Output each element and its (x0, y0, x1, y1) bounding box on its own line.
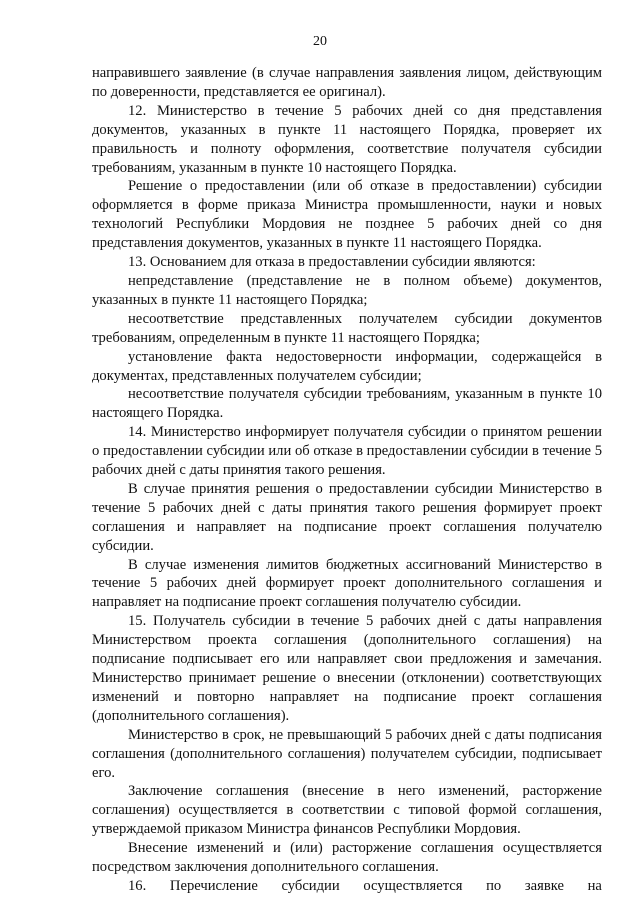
word: 16. (128, 877, 147, 894)
word: на (587, 877, 602, 894)
paragraph: 15. Получатель субсидии в течение 5 рабочих дней с даты направления Министерством проекта соглашения (дополнительного соглашения) на подписание подписывает его или направляет свои предложения и замечания. Министерство принимает решение о внесении (отклонении) соответствующих изменений и повторно направляет на подписание проект соглашения (дополнительного соглашения). (92, 613, 602, 724)
paragraph: 14. Министерство информирует получателя субсидии о принятом решении о предоставлении субсидии или об отказе в предоставлении субсидии в течение 5 рабочих дней с даты принятия такого решения. (92, 424, 602, 479)
paragraph: В случае принятия решения о предоставлении субсидии Министерство в течение 5 рабочих дней с даты принятия такого решения формирует проект соглашения и направляет на подписание проект соглашения получателю субсидии. (92, 480, 602, 554)
word: субсидии (281, 877, 340, 894)
word: Перечисление (169, 877, 258, 894)
paragraph: несоответствие получателя субсидии требованиям, указанным в пункте 10 настоящего Порядка. (92, 386, 602, 422)
paragraph: 12. Министерство в течение 5 рабочих дней со дня представления документов, указанных в пункте 11 настоящего Порядка, проверяет их правильность и полноту оформления, соответствие получателя субсидии требованиям, указанным в пункте 10 настоящего Порядка. (92, 102, 602, 176)
paragraph: Внесение изменений и (или) расторжение соглашения осуществляется посредством заключения дополнительного соглашения. (92, 840, 602, 876)
paragraph: Заключение соглашения (внесение в него изменений, расторжение соглашения) осуществляется в соответствии с типовой формой соглашения, утверждаемой приказом Министра финансов Республики Мордовия. (92, 783, 602, 838)
paragraph: направившего заявление (в случае направления заявления лицом, действующим по доверенности, представляется ее оригинал). (92, 65, 602, 100)
paragraph: Решение о предоставлении (или об отказе в предоставлении) субсидии оформляется в форме приказа Министра промышленности, науки и новых технологий Республики Мордовия не позднее 5 рабочих дней со дня представления документов, указанных в пункте 11 настоящего Порядка. (92, 178, 602, 252)
paragraph: В случае изменения лимитов бюджетных ассигнований Министерство в течение 5 рабочих дней формирует проект дополнительного соглашения и направляет на подписание проект соглашения получателю субсидии. (92, 556, 602, 611)
paragraph: 13. Основанием для отказа в предоставлении субсидии являются: (128, 254, 536, 271)
paragraph: непредставление (представление не в полном объеме) документов, указанных в пункте 11 настоящего Порядка; (92, 272, 602, 308)
paragraph: Министерство в срок, не превышающий 5 рабочих дней с даты подписания соглашения (дополнительного соглашения) получателем субсидии, подписывает его. (92, 726, 602, 781)
word: осуществляется (363, 877, 463, 894)
document-body (92, 64, 602, 896)
word: по (486, 877, 502, 894)
paragraph-continued (92, 877, 602, 896)
page-number: 20 (313, 34, 327, 49)
paragraph: установление факта недостоверности информации, содержащейся в документах, представленных получателем субсидии; (92, 348, 602, 384)
word: заявке (524, 877, 564, 894)
paragraph: несоответствие представленных получателем субсидии документов требованиям, определенным в пункте 11 настоящего Порядка; (92, 310, 602, 346)
